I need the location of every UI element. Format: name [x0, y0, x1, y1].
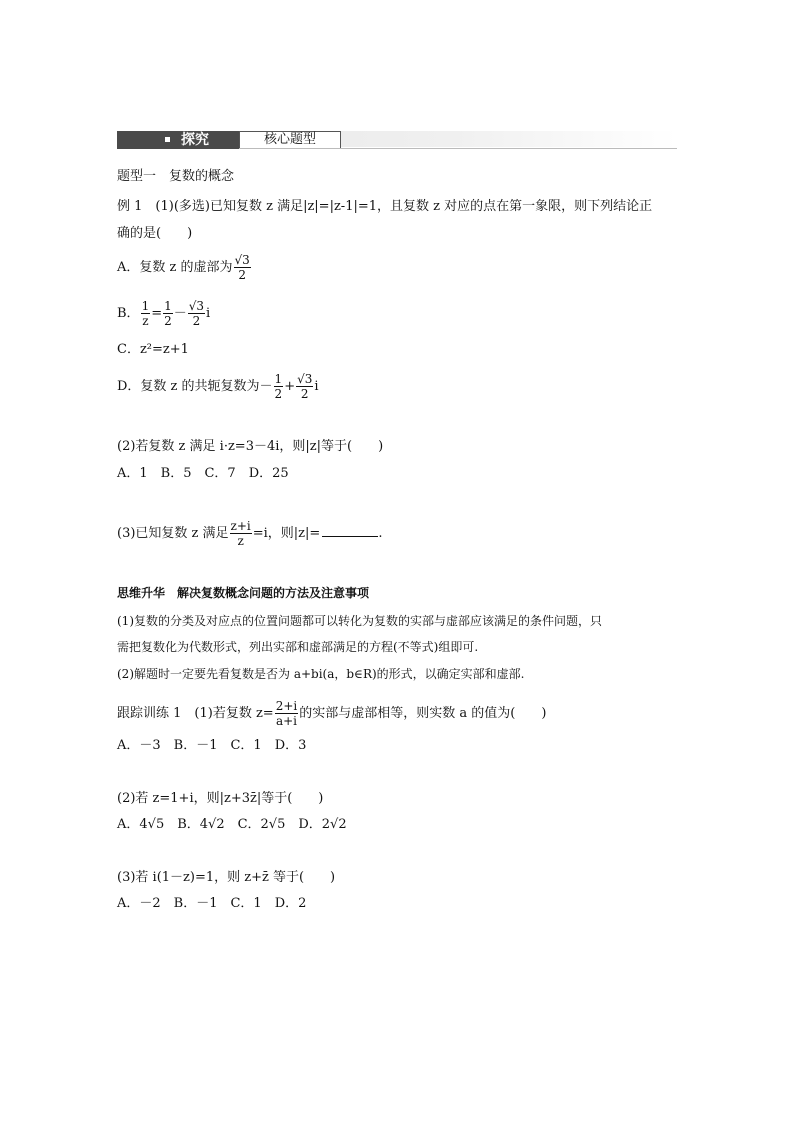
- train-part2-options: A．4√5 B．4√2 C．2√5 D．2√2: [117, 817, 347, 832]
- answer-blank[interactable]: [322, 524, 378, 537]
- banner-dark-block: [117, 131, 239, 149]
- train-part1-options: A．－3 B．－1 C．1 D．3: [117, 738, 307, 753]
- ex1-option-d: D．复数 z 的共轭复数为－ $\frac{1}{2}$ + $\frac{√3}{2}$ i: [117, 372, 319, 401]
- tips-line1: (1)复数的分类及对应点的位置问题都可以转化为复数的实部与虚部应该满足的条件问题，只: [117, 614, 603, 628]
- ex1-question-line1: 例 1 (1)(多选)已知复数 z 满足|z|=|z-1|=1，且复数 z 对应的点在第一象限，则下列结论正: [117, 199, 653, 214]
- banner-right-label: 核心题型: [239, 131, 341, 149]
- one-over-2-fraction: $\frac{1}{2}$: [164, 299, 172, 328]
- ex1-part2-options: A．1 B．5 C．7 D．25: [117, 466, 289, 481]
- tips-title: 思维升华 解决复数概念问题的方法及注意事项: [117, 586, 370, 600]
- banner-square-icon: [165, 137, 170, 142]
- ex1-option-a: [117, 252, 252, 284]
- section-banner: [117, 131, 677, 153]
- train-part1: 跟踪训练 1 (1)若复数 z= $\frac{2+i}{a+i}$ 的实部与虚部相等，则实数 a 的值为( ): [117, 699, 547, 728]
- type1-title: 题型一 复数的概念: [117, 169, 235, 184]
- sqrt3-over-2-fraction: $\frac{√3}{2}$: [188, 299, 205, 328]
- train-part3-options: A．－2 B．－1 C．1 D．2: [117, 896, 307, 911]
- sqrt3-over-2-fraction: $\frac{√3}{2}$: [297, 372, 313, 401]
- ex1-option-c: C．z²=z+1: [117, 342, 189, 357]
- banner-left-label: 探究: [181, 132, 209, 148]
- option-a-text: A．复数 z 的虚部为: [117, 260, 233, 275]
- one-over-2-fraction: $\frac{1}{2}$: [274, 372, 283, 401]
- one-over-z-fraction: $\frac{1}{z}$: [141, 299, 150, 328]
- z-plus-i-over-z-fraction: $\frac{z+i}{z}$: [230, 519, 251, 548]
- train-part3: (3)若 i(1－z)=1，则 z+z̄ 等于( ): [117, 870, 336, 885]
- sqrt3-over-2-fraction: $\frac{√3}{2}$: [234, 253, 250, 282]
- ex1-option-b: B． $\frac{1}{z}$ = $\frac{1}{2}$ － $\frac{√3}{2}$ i: [117, 299, 211, 328]
- ex1-part2: (2)若复数 z 满足 i·z=3－4i，则|z|等于( ): [117, 439, 384, 454]
- banner-underline: [239, 148, 677, 149]
- tips-line2: 需把复数化为代数形式，列出实部和虚部满足的方程(不等式)组即可.: [117, 640, 479, 654]
- tips-line3: (2)解题时一定要先看复数是否为 a+bi(a，b∈R)的形式，以确定实部和虚部.: [117, 667, 525, 681]
- train-part2: (2)若 z=1+i，则|z+3z̄|等于( ): [117, 791, 324, 806]
- two-plus-i-over-a-plus-i-fraction: $\frac{2+i}{a+i}$: [275, 699, 298, 728]
- ex1-part3: (3)已知复数 z 满足 $\frac{z+i}{z}$ =i，则|z|= .: [117, 519, 383, 548]
- ex1-question-line2: 确的是( ): [117, 226, 193, 241]
